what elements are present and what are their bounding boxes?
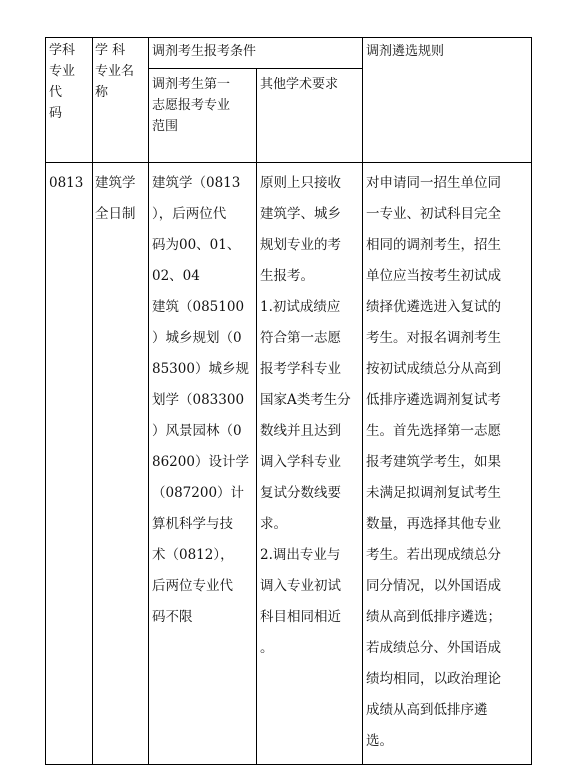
admission-table <box>45 37 532 765</box>
row-subject-code: 0813 <box>49 175 84 191</box>
header-first-choice-range: 调剂考生第一 志愿报考专业 范围 <box>152 77 231 134</box>
col-divider-3 <box>256 68 257 765</box>
table-border-left <box>45 37 46 765</box>
row-first-choice-range: 建筑学（0813 ），后两位代 码为00、01、 02、04 建筑（085100 ）城乡规划（0 85300）城乡规 划学（083300 ）风景园林（0 86200）设计学 （087200）计 算机科学与技 术（0812）， 后两位专业代 码不限 <box>152 175 249 625</box>
row-subject-name: 建筑学 全日制 <box>95 175 136 222</box>
header-subject-name: 学 科 专业名 称 <box>95 43 135 100</box>
header-bottom-rule <box>45 162 532 163</box>
col-divider-2 <box>148 37 149 765</box>
col-divider-4 <box>362 37 363 765</box>
header-other-requirements: 其他学术要求 <box>260 77 339 92</box>
row-other-requirements: 原则上只接收 建筑学、城乡 规划专业的考 生报考。 1.初试成绩应 符合第一志愿 报考学科专业 国家A类考生分 数线并且达到 调入学科专业 复试分数线要 求。 2.调出专业与 调入专业初试 科目相同相近 。 <box>260 175 351 656</box>
table-border-bottom <box>45 764 532 765</box>
col-divider-1 <box>92 37 93 765</box>
row-selection-rules: 对申请同一招生单位同 一专业、初试科目完全 相同的调剂考生，招生 单位应当按考生初试成 绩择优遴选进入复试的 考生。对报名调剂考生 按初试成绩总分从高到 低排序遴选调剂复试考 生。首先选择第一志愿 报考建筑学考生，如果 未满足拟调剂复试考生 数量，再选择其他专业 考生。若出现成绩总分 同分情况，以外国语成 绩从高到低排序遴选； 若成绩总分、外国语成 绩均相同，以政治理论 成绩从高到低排序遴 选。 <box>366 175 501 749</box>
header-subject-code: 学科 专业 代 码 <box>49 43 76 121</box>
table-border-top <box>45 37 532 38</box>
subheader-divider <box>148 68 362 69</box>
table-border-right <box>531 37 532 765</box>
header-transfer-conditions: 调剂考生报考条件 <box>152 44 257 59</box>
header-selection-rules: 调剂遴选规则 <box>366 44 445 59</box>
